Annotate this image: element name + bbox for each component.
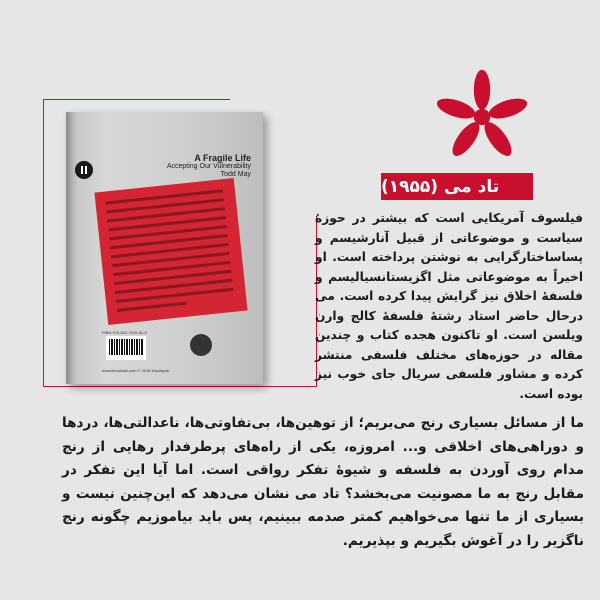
book-title-block xyxy=(101,153,251,179)
book-footer: www.khoobiab.com © 2018 khoobpub xyxy=(102,368,170,373)
book-title: A Fragile Life xyxy=(194,153,251,163)
book-subtitle: Accepting Our Vulnerability xyxy=(166,163,251,170)
book-spine xyxy=(66,112,74,384)
asterisk-icon xyxy=(432,62,532,172)
author-name-badge: تاد می (۱۹۵۵) xyxy=(381,173,533,200)
book-author: Todd May xyxy=(220,171,251,178)
barcode xyxy=(106,336,146,360)
book-red-panel xyxy=(94,178,247,325)
pause-logo-icon xyxy=(75,161,93,179)
book-isbn: ISBN 978-622-7049-81-5 xyxy=(102,330,147,335)
book-cover xyxy=(66,112,263,384)
author-bio: فیلسوف آمریکایی است که بیشتر در حوزهٔ سیاست و موضوعاتی از قبیل آنارشیسم و پساساختارگرایی به نوشتن پرداخته است. او اخیراً به موضوعاتی مثل اگزیستانسیالیسم و فلسفهٔ اخلاق نیز گرایش پیدا کرده است. می درحال حاضر استاد رشتهٔ فلسفهٔ کالج وارن ویلسن است. او تاکنون هجده کتاب و چندین مقاله در حوزه‌های مختلف فلسفی منتشر کرده و مشاور فلسفی سریال جای خوب نیز بوده است. xyxy=(315,211,583,401)
publisher-logo-icon xyxy=(190,334,212,356)
book-description: ما از مسائل بسیاری رنج می‌بریم؛ از توهین‌ها، بی‌تفاوتی‌ها، ناعدالتی‌ها، دردها و دوراهی‌های اخلاقی و... امروزه، یکی از راه‌های پرطرفدار رهایی از رنج مدام روی آوردن به فلسفه و شیوهٔ تفکر رواقی است. اما آیا این تفکر در مقابل رنج به ما مصونیت می‌بخشد؟ تاد می نشان می‌دهد که این‌چنین نیست و بسیاری از ما تنها می‌خواهیم کمتر صدمه ببینیم، پس باید بیاموزیم چگونه رنج ناگزیر را در آغوش بگیریم و بپذیریم. xyxy=(62,415,584,549)
